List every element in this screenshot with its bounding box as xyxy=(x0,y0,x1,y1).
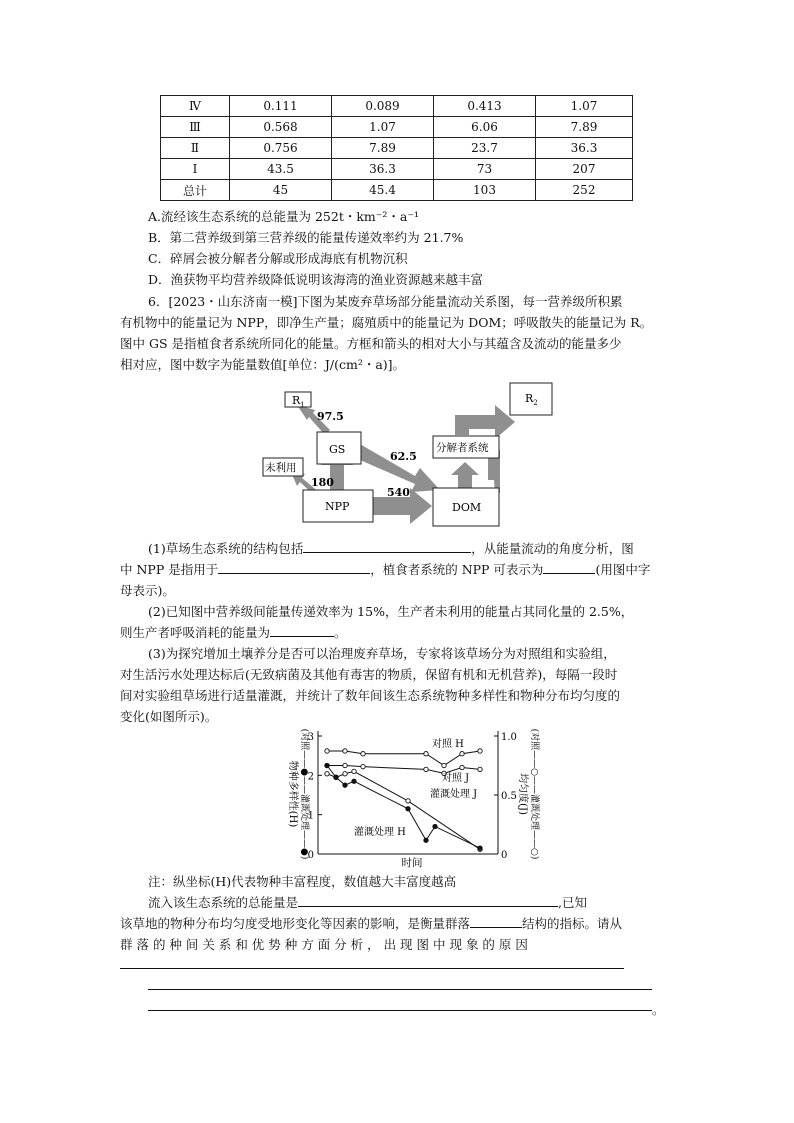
data-point xyxy=(352,779,356,783)
option-d: D．渔获物平均营养级降低说明该海湾的渔业资源越来越丰富 xyxy=(148,272,484,287)
q3-line-3: 间对实验组草场进行适量灌溉，并统计了数年间该生态系统物种多样性和物种分布均匀度的 xyxy=(120,688,621,703)
q1-line-3: 母表示)。 xyxy=(120,583,175,598)
right-axis-title: 均匀度(J) xyxy=(517,773,528,815)
data-point xyxy=(478,767,482,771)
option-a: A.流经该生态系统的总能量为 252t・km⁻²・a⁻¹ xyxy=(148,209,419,224)
q4-blank-1[interactable] xyxy=(298,893,558,907)
energy-flow-diagram xyxy=(255,380,555,530)
table-row xyxy=(161,159,633,180)
data-point xyxy=(406,799,410,803)
final-period: 。 xyxy=(652,1002,665,1017)
data-point xyxy=(460,752,464,756)
left-tick-label: 2 xyxy=(307,771,314,783)
r2-label: $R_2$ xyxy=(525,392,538,407)
data-point xyxy=(424,767,428,771)
decomposer-label: 分解者系统 xyxy=(436,442,489,454)
data-point xyxy=(460,765,464,769)
value-cell: 43.5 xyxy=(230,159,332,180)
data-point xyxy=(478,846,482,850)
q4-blank-2[interactable] xyxy=(470,914,522,928)
label-irrig-h: 灌溉处理 H xyxy=(354,827,406,838)
q1-line-2: 中 NPP 是指用于 ，植食者系统的 NPP 可表示为 (用图中字 xyxy=(120,562,651,577)
value-cell: 207 xyxy=(536,159,633,180)
option-b: B．第二营养级到第三营养级的能量传递效率约为 21.7% xyxy=(148,230,464,245)
q1-blank-1[interactable] xyxy=(303,539,471,553)
r1-label: $R_1$ xyxy=(292,394,305,409)
value-cell: 23.7 xyxy=(434,138,536,159)
q4-line-2: 该草地的物种分布均匀度受地形变化等因素的影响，是衡量群落 结构的指标。请从 xyxy=(120,916,623,931)
value-cell: 6.06 xyxy=(434,117,536,138)
value-cell: 0.568 xyxy=(230,117,332,138)
left-axis-title: 物种多样性(H) xyxy=(287,760,298,828)
table-row xyxy=(161,117,633,138)
value-cell: 252 xyxy=(536,180,633,201)
unused-label: 未利用 xyxy=(265,462,297,474)
diversity-chart xyxy=(280,726,542,868)
value-cell: 7.89 xyxy=(536,117,633,138)
data-point xyxy=(325,763,329,767)
data-point xyxy=(343,763,347,767)
arrow-decomposer-to-r2 xyxy=(455,405,515,439)
right-tick-label: 0 xyxy=(501,850,508,861)
table-row xyxy=(161,180,633,201)
right-tick-label: 1.0 xyxy=(501,732,517,743)
value-cell: 45 xyxy=(230,180,332,201)
row-label-cell: Ⅱ xyxy=(161,138,230,159)
data-point xyxy=(361,752,365,756)
data-point xyxy=(424,752,428,756)
q4-line-3: 群 落 的 种 间 关 系 和 优 势 种 方 面 分 析 ， 出 现 图 中 现 象 的 原 因 xyxy=(120,937,528,952)
dom-label: DOM xyxy=(452,501,482,514)
data-point xyxy=(334,775,338,779)
value-cell: 1.07 xyxy=(536,96,633,117)
value-cell: 0.111 xyxy=(230,96,332,117)
q1-blank-2[interactable] xyxy=(218,560,370,574)
answer-line-2[interactable] xyxy=(148,989,652,990)
chart-note: 注：纵坐标(H)代表物种丰富程度，数值越大丰富度越高 xyxy=(148,874,457,889)
q6-line-1: 6．[2023・山东济南一模]下图为某废弃草场部分能量流动关系图，每一营养级所积累 xyxy=(148,294,623,309)
data-point xyxy=(325,772,329,776)
answer-line-1[interactable] xyxy=(120,968,624,969)
value-cell: 36.3 xyxy=(536,138,633,159)
data-point xyxy=(478,749,482,753)
row-label-cell: Ⅲ xyxy=(161,117,230,138)
q1-blank-3[interactable] xyxy=(543,560,595,574)
table-row xyxy=(161,96,633,117)
right-tick-label: 0.5 xyxy=(501,791,517,802)
value-cell: 103 xyxy=(434,180,536,201)
q6-line-2: 有机物中的能量记为 NPP，即净生产量；腐殖质中的能量记为 DOM；呼吸散失的能量记为 R。 xyxy=(120,315,653,330)
energy-table xyxy=(160,95,633,201)
x-axis-title: 时间 xyxy=(401,857,423,868)
series-line-0 xyxy=(327,751,480,766)
data-point xyxy=(352,769,356,773)
value-cell: 36.3 xyxy=(332,159,434,180)
value-540: 540 xyxy=(387,486,410,499)
q1-line-1: (1)草场生态系统的结构包括 ，从能量流动的角度分析，图 xyxy=(148,541,634,556)
data-point xyxy=(442,763,446,767)
q2-line-2: 则生产者呼吸消耗的能量为 。 xyxy=(120,625,347,640)
data-point xyxy=(406,807,410,811)
q3-line-1: (3)为探究增加土壤养分是否可以治理废弃草场，专家将该草场分为对照组和实验组， xyxy=(148,646,616,661)
left-tick-label: 3 xyxy=(307,732,314,743)
value-cell: 0.413 xyxy=(434,96,536,117)
answer-line-3[interactable] xyxy=(148,1010,652,1011)
value-cell: 73 xyxy=(434,159,536,180)
data-point xyxy=(424,838,428,842)
left-axis-legend: (对照——●——灌溉处理——●) xyxy=(299,728,309,860)
row-label-cell: 总计 xyxy=(161,180,230,201)
value-cell: 45.4 xyxy=(332,180,434,201)
value-cell: 0.089 xyxy=(332,96,434,117)
value-62-5: 62.5 xyxy=(390,450,417,463)
label-control-j: 对照 J xyxy=(442,773,470,784)
value-97-5: 97.5 xyxy=(317,410,344,423)
data-point xyxy=(361,764,365,768)
table-row xyxy=(161,138,633,159)
row-label-cell: Ⅰ xyxy=(161,159,230,180)
option-c: C．碎屑会被分解者分解或形成海底有机物沉积 xyxy=(148,251,408,266)
q2-line-1: (2)已知图中营养级间能量传递效率为 15%，生产者未利用的能量占其同化量的 2.5%， xyxy=(148,604,634,619)
label-control-h: 对照 H xyxy=(432,739,464,750)
right-axis-legend: (对照——○——灌溉处理——○) xyxy=(529,728,539,860)
value-cell: 7.89 xyxy=(332,138,434,159)
data-point xyxy=(343,749,347,753)
label-irrig-j: 灌溉处理 J xyxy=(430,789,478,800)
data-point xyxy=(343,783,347,787)
row-label-cell: Ⅳ xyxy=(161,96,230,117)
data-point xyxy=(325,749,329,753)
value-cell: 0.756 xyxy=(230,138,332,159)
data-point xyxy=(343,772,347,776)
q2-blank[interactable] xyxy=(270,623,334,637)
value-cell: 1.07 xyxy=(332,117,434,138)
gs-label: GS xyxy=(329,443,346,456)
left-tick-label: 1 xyxy=(307,810,314,822)
npp-label: NPP xyxy=(325,500,350,513)
arrow-gs-to-dom xyxy=(351,440,440,492)
left-tick-label: 0 xyxy=(307,850,314,861)
data-point xyxy=(433,824,437,828)
q3-line-4: 变化(如图所示)。 xyxy=(120,709,218,724)
q6-line-4: 相对应，图中数字为能量数值[单位：J/(cm²・a)]。 xyxy=(120,357,406,372)
value-180: 180 xyxy=(311,476,334,489)
q6-line-3: 图中 GS 是指植食者系统所同化的能量。方框和箭头的相对大小与其蕴含及流动的能量多少 xyxy=(120,336,622,351)
q4-line-1: 流入该生态系统的总能量是 ,已知 xyxy=(148,895,587,910)
q3-line-2: 对生活污水处理达标后(无致病菌及其他有毒害的物质，保留有机和无机营养)，每隔一段时 xyxy=(120,667,618,682)
